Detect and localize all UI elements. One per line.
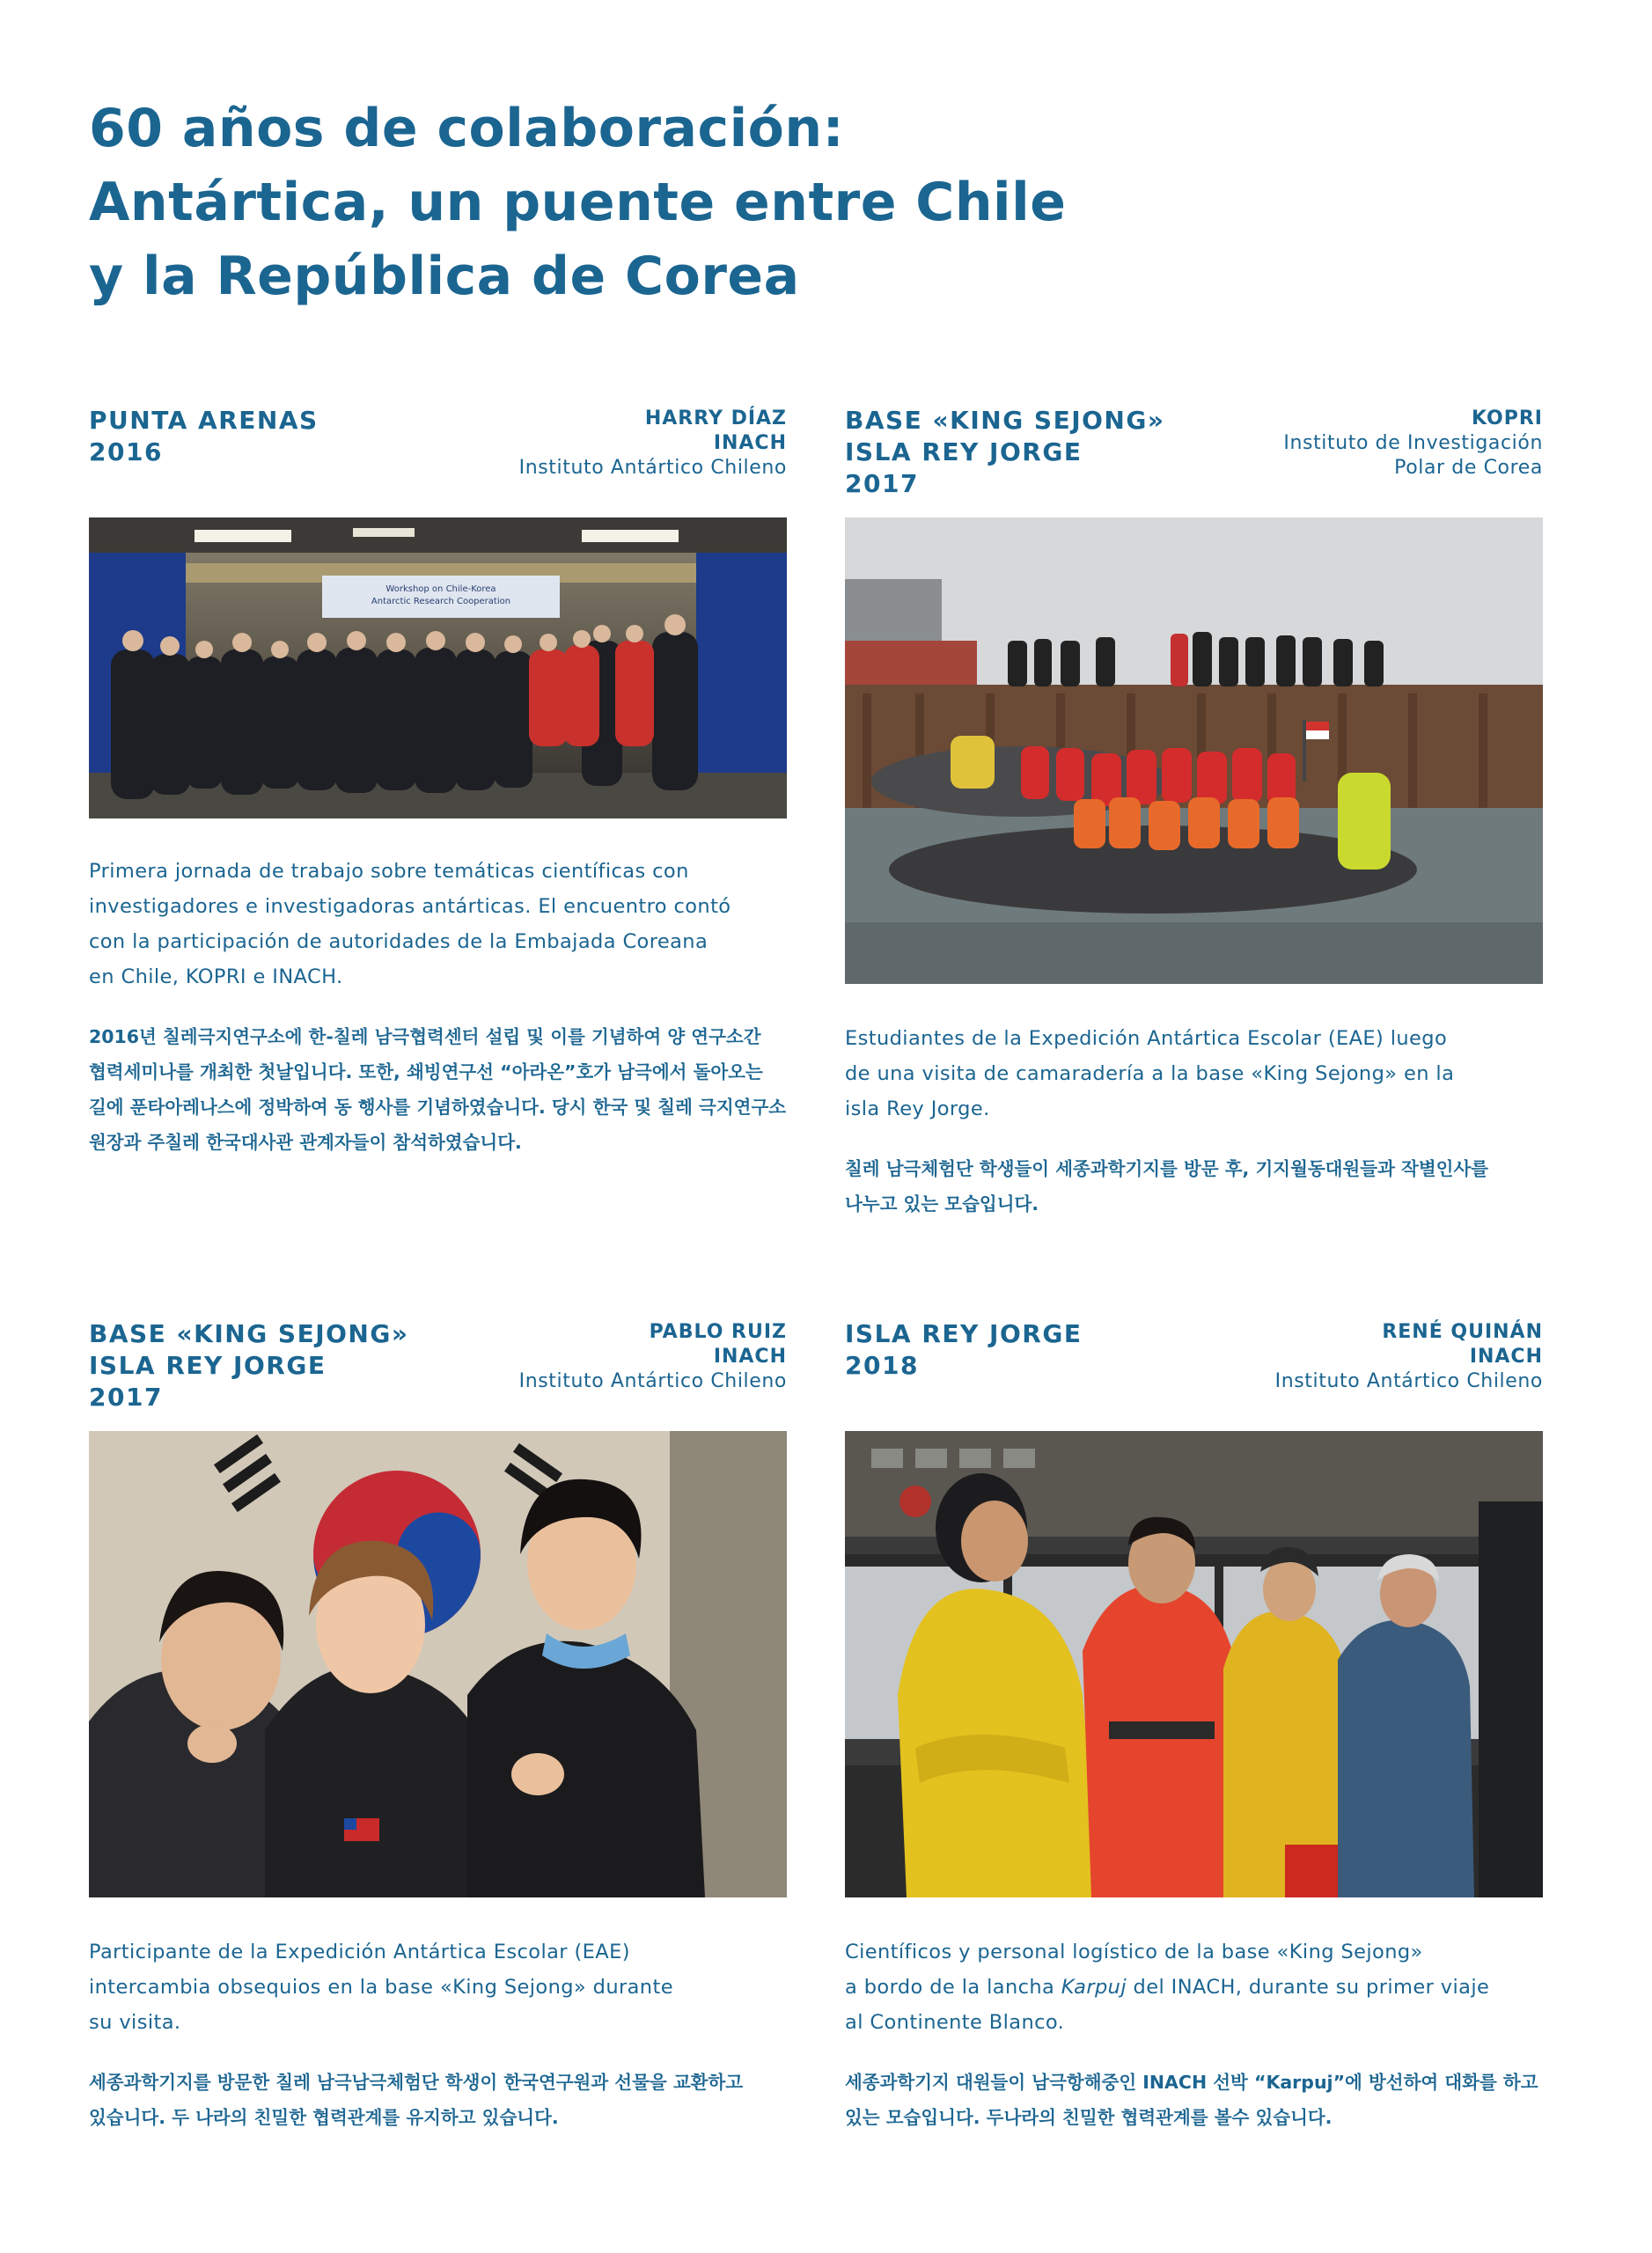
credit-org: INACH	[713, 1346, 787, 1368]
caption-line: con la participación de autoridades de la Embajada Coreana	[89, 930, 709, 953]
caption-line: investigadores e investigadoras antárticas. El encuentro contó	[89, 895, 731, 918]
photo-credit	[519, 407, 787, 481]
credit-institution: Polar de Corea	[1394, 457, 1543, 479]
card-king-sejong-2017-kopri	[845, 405, 1543, 1215]
caption-line: Científicos y personal logístico de la base «King Sejong»	[845, 1941, 1423, 1963]
banner-text-1: Workshop on Chile-Korea	[385, 584, 496, 594]
caption-line: Primera jornada de trabajo sobre temáticas científicas con	[89, 860, 689, 883]
credit-name: RENÉ QUINÁN	[1382, 1321, 1543, 1343]
card-isla-rey-jorge-2018	[845, 1318, 1543, 2128]
place-line: BASE «KING SEJONG»	[845, 406, 1165, 435]
credit-name: PABLO RUIZ	[649, 1321, 787, 1343]
banner-text-2: Antarctic Research Cooperation	[371, 597, 511, 606]
credit-institution: Instituto Antártico Chileno	[518, 457, 787, 479]
photo-karpuj-bridge	[845, 1431, 1543, 1897]
caption-korean	[845, 2065, 1543, 2135]
caption-korean	[89, 1019, 787, 1160]
caption-line: 칠레 남극체험단 학생들이 세종과학기지를 방문 후, 기지월동대원들과 작별인사를	[845, 1158, 1489, 1179]
place-label	[89, 1318, 503, 1413]
title-line-3: y la República de Corea	[89, 246, 800, 307]
place-year: 2017	[89, 1383, 163, 1412]
card-header	[845, 1318, 1543, 1424]
place-year: 2016	[89, 437, 163, 466]
photo-credit	[519, 1320, 787, 1394]
place-year: 2018	[845, 1351, 919, 1380]
caption-spanish	[89, 1934, 787, 2040]
credit-institution: Instituto Antártico Chileno	[1274, 1370, 1543, 1392]
photo-zodiac-boats	[845, 517, 1543, 984]
caption-line: su visita.	[89, 2011, 181, 2034]
place-line: BASE «KING SEJONG»	[89, 1319, 409, 1348]
photo-credit	[1283, 407, 1543, 481]
card-header	[89, 405, 787, 510]
caption-line: 협력세미나를 개최한 첫날입니다. 또한, 쇄빙연구선 “아라온”호가 남극에서 돌아오는	[89, 1061, 763, 1082]
place-label	[89, 405, 503, 468]
caption-line: 2016년 칠레극지연구소에 한-칠레 남극협력센터 설립 및 이를 기념하여 양 연구소간	[89, 1026, 761, 1047]
place-line: ISLA REY JORGE	[845, 1319, 1083, 1348]
caption-fragment: del INACH, durante su primer viaje	[1126, 1976, 1490, 1999]
place-line: PUNTA ARENAS	[89, 406, 319, 435]
caption-fragment: a bordo de la lancha	[845, 1976, 1061, 1999]
credit-name: HARRY DÍAZ	[644, 407, 787, 429]
caption-line: 있습니다. 두 나라의 친밀한 협력관계를 유지하고 있습니다.	[89, 2107, 559, 2128]
caption-line: 길에 푼타아레나스에 정박하여 동 행사를 기념하였습니다. 당시 한국 및 칠레 극지연구소	[89, 1097, 787, 1118]
caption-line: isla Rey Jorge.	[845, 1097, 990, 1120]
caption-line: al Continente Blanco.	[845, 2011, 1065, 2034]
title-line-2: Antártica, un puente entre Chile	[89, 172, 1067, 233]
credit-org: INACH	[713, 432, 787, 454]
caption-korean	[89, 2065, 787, 2135]
photo-workshop-group	[89, 517, 787, 818]
credit-org: INACH	[1469, 1346, 1543, 1368]
page-title	[89, 92, 1233, 313]
credit-institution: Instituto Antártico Chileno	[518, 1370, 787, 1392]
caption-line: Participante de la Expedición Antártica Escolar (EAE)	[89, 1941, 630, 1963]
caption-spanish	[845, 1934, 1543, 2040]
caption-line: 원장과 주칠레 한국대사관 관계자들이 참석하였습니다.	[89, 1132, 522, 1153]
place-label	[845, 1318, 1259, 1382]
caption-korean	[845, 1151, 1543, 1222]
caption-spanish	[845, 1021, 1543, 1126]
place-year: 2017	[845, 469, 919, 498]
photo-gift-exchange	[89, 1431, 787, 1897]
caption-spanish	[89, 854, 787, 994]
boat-name: Karpuj	[1061, 1976, 1127, 1999]
caption-line: 나누고 있는 모습입니다.	[845, 1193, 1039, 1215]
caption-line: 세종과학기지를 방문한 칠레 남극남극체험단 학생이 한국연구원과 선물을 교환하고	[89, 2072, 744, 2093]
place-label	[845, 405, 1259, 500]
card-header	[845, 405, 1543, 510]
caption-line: Estudiantes de la Expedición Antártica Escolar (EAE) luego	[845, 1027, 1448, 1050]
caption-line: intercambia obsequios en la base «King Sejong» durante	[89, 1976, 673, 1999]
card-punta-arenas-2016	[89, 405, 787, 1153]
card-header	[89, 1318, 787, 1424]
place-line: ISLA REY JORGE	[89, 1351, 327, 1380]
caption-line: 세종과학기지 대원들이 남극항해중인 INACH 선박 “Karpuj”에 방선하여 대화를 하고	[845, 2072, 1538, 2093]
photo-credit	[1275, 1320, 1543, 1394]
place-line: ISLA REY JORGE	[845, 437, 1083, 466]
caption-line: en Chile, KOPRI e INACH.	[89, 965, 343, 988]
credit-org: Instituto de Investigación	[1283, 432, 1543, 454]
caption-line: de una visita de camaradería a la base «King Sejong» en la	[845, 1062, 1455, 1085]
card-king-sejong-2017-inach	[89, 1318, 787, 2128]
credit-name: KOPRI	[1471, 407, 1543, 429]
caption-line	[845, 1970, 1543, 2005]
caption-line: 있는 모습입니다. 두나라의 친밀한 협력관계를 볼수 있습니다.	[845, 2107, 1333, 2128]
title-line-1: 60 años de colaboración:	[89, 98, 845, 159]
